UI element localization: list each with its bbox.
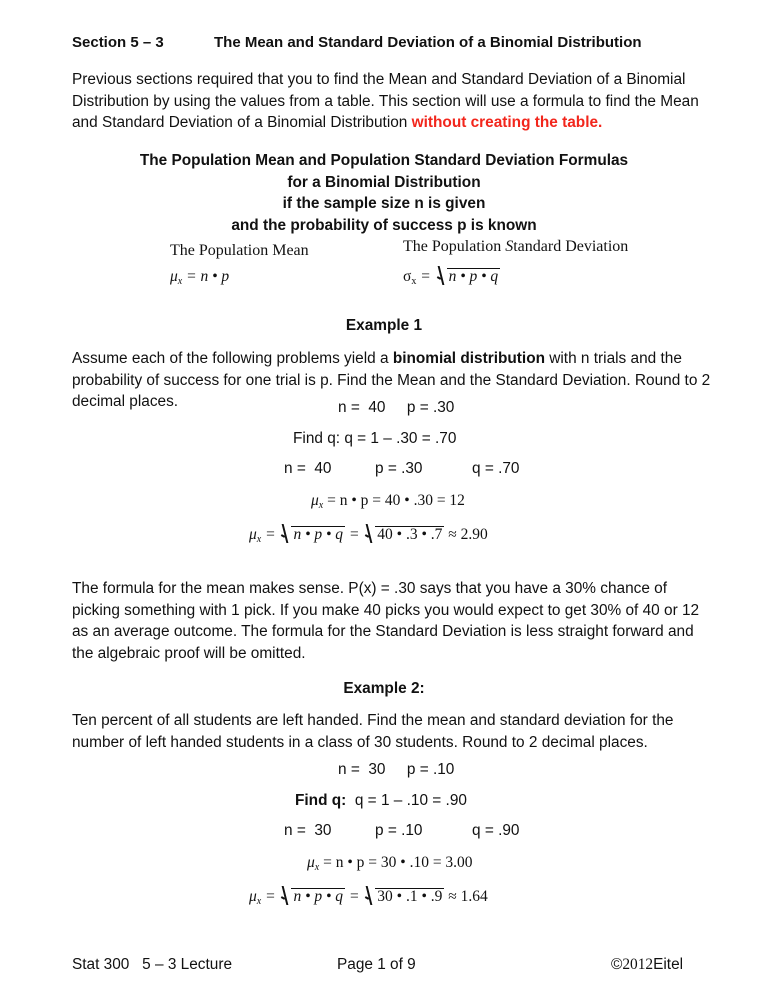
sd-label-prefix: The Population: [403, 238, 506, 255]
example-2-prompt: Ten percent of all students are left handed. Find the mean and standard deviation for the number of left handed students in a class of 30 students. Round to 2 decimal places.: [72, 712, 674, 751]
explanation-paragraph: The formula for the mean makes sense. P(x) = .30 says that you have a 30% chance of picking something with 1 pick. If you make 40 picks you would expect to get 30% of 40 or 12 as an average outcome. The formula for the Standard Deviation is less straight forward and the algebraic proof will be omitted.: [72, 580, 700, 662]
example-2-given: n = 30 p = .10: [338, 761, 455, 778]
intro-highlight: without creating the table.: [411, 114, 603, 131]
example-2-p: p = .10: [375, 822, 423, 839]
page-title: The Mean and Standard Deviation of a Binomial Distribution: [214, 34, 642, 51]
example-2-n: n = 30: [284, 822, 332, 839]
example-1-given: n = 40 p = .30: [338, 399, 455, 416]
example-1-sd-result: ≈ 2.90: [448, 526, 488, 543]
example-2-heading: Example 2:: [343, 680, 425, 697]
sd-formula: $\sigma_x = n$ • p • q: [403, 268, 499, 287]
example-1-bold-term: binomial distribution: [392, 350, 545, 367]
example-2-q: q = .90: [472, 822, 520, 839]
example-1-n: n = 40: [284, 460, 332, 477]
example-1-text-rest: with n trials and the probability of success for one trial is p. Find the Mean and the Standard Deviation. Round to 2 decimal places.: [72, 350, 711, 410]
sd-label-italic: S: [505, 238, 514, 255]
footer-copyright: [611, 956, 683, 974]
formula-title-line-4: and the probability of success p is known: [231, 216, 537, 234]
sqrt-symbol: n • p • q: [435, 268, 501, 286]
copyright-icon: ©: [611, 956, 623, 973]
formula-title: [0, 150, 768, 236]
example-2-find-q: [295, 792, 467, 810]
example-2-sd-result: ≈ 1.64: [448, 888, 488, 905]
example-1-mean-calc: $\mu_x = n$ • p = 40 • .30 = 12: [311, 492, 465, 511]
example-1-sd-radicand: 40 • .3 • .7: [377, 526, 443, 543]
footer-page-number: Page 1 of 9: [337, 956, 416, 973]
formula-title-line-1: The Population Mean and Population Standard Deviation Formulas: [139, 152, 629, 169]
example-1-text: Assume each of the following problems yield a: [72, 350, 393, 367]
mean-formula: $\mu_x = n$ • p: [170, 268, 230, 287]
example-2-mean-value: = n • p = 30 • .10 = 3.00: [323, 854, 473, 871]
example-2-find-q-label: Find q:: [295, 792, 347, 809]
sqrt-symbol: [363, 888, 444, 906]
intro-paragraph: [72, 69, 712, 134]
example-2-mean-calc: $\mu_x = n$ • p = 30 • .10 = 3.00: [307, 854, 473, 873]
formula-title-line-2: for a Binomial Distribution: [287, 173, 481, 191]
example-2-sd-calc: $\mu_x = n$ • p • q = 30 • .1 • .9 ≈ 1.64: [249, 888, 488, 907]
example-1-q: q = .70: [472, 460, 520, 477]
example-1-heading: Example 1: [345, 317, 423, 334]
example-1-mean-value: = n • p = 40 • .30 = 12: [327, 492, 465, 509]
population-sd-label: [403, 238, 628, 256]
footer-year: 2012: [622, 956, 654, 973]
example-1-sd-calc: $\mu_x = n$ • p • q = 40 • .3 • .7 ≈ 2.90: [249, 526, 488, 545]
sd-label-suffix: tandard Deviation: [513, 238, 629, 255]
sqrt-symbol: [363, 526, 444, 544]
intro-text: Previous sections required that you to find the Mean and Standard Deviation of a Binomial Distribution by using the values from a table. This section will use a formula to find the Mean and Standard Deviation of a Binomial Distribution: [72, 71, 699, 131]
example-1-p: p = .30: [375, 460, 423, 477]
formula-title-line-3: if the sample size n is given: [282, 195, 486, 212]
population-mean-label: The Population Mean: [170, 242, 309, 259]
example-1-find-q: Find q: q = 1 – .30 = .70: [293, 430, 457, 447]
section-number: Section 5 – 3: [72, 34, 164, 51]
footer-author: Eitel: [653, 956, 684, 973]
footer-course: Stat 300 5 – 3 Lecture: [72, 956, 233, 973]
example-2-find-q-rest: q = 1 – .10 = .90: [346, 792, 467, 809]
example-2-sd-radicand: 30 • .1 • .9: [377, 888, 443, 905]
